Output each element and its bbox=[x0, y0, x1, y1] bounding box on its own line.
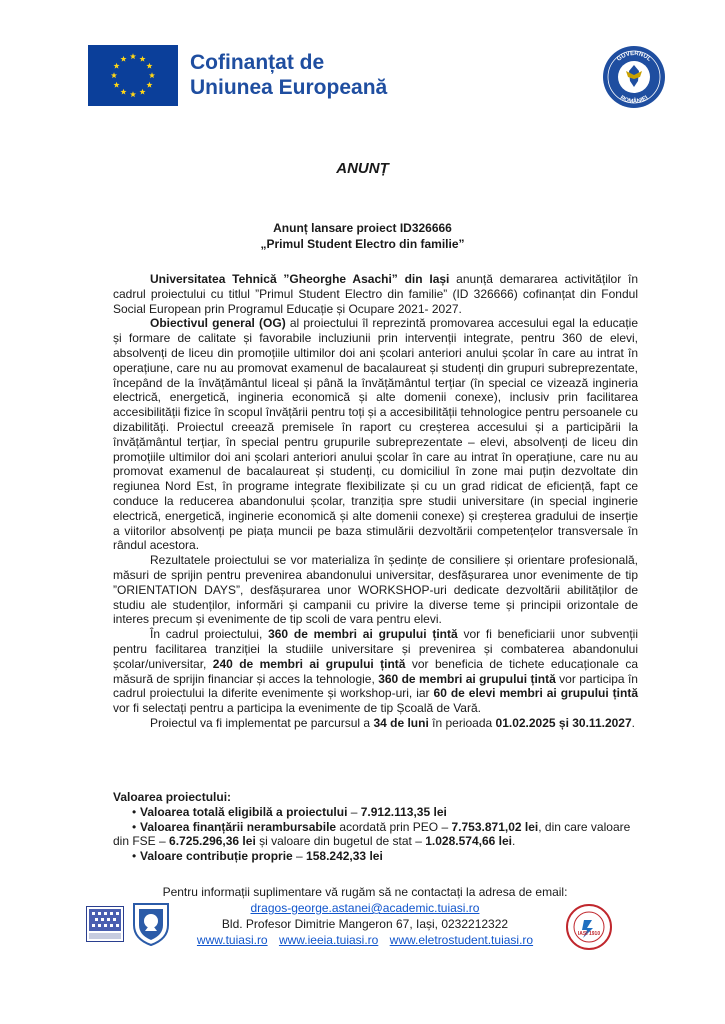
project-value-section bbox=[113, 790, 643, 864]
link-ieeia[interactable]: www.ieeia.tuiasi.ro bbox=[278, 933, 379, 947]
duration-months: 34 de luni bbox=[373, 715, 429, 730]
university-crest-logo bbox=[86, 906, 124, 942]
eu-line-2: Uniunea Europeană bbox=[190, 76, 388, 99]
nonrefundable-amount: 7.753.871,02 lei bbox=[451, 819, 539, 834]
bullet: • bbox=[132, 849, 137, 864]
bullet: • bbox=[132, 819, 137, 834]
subtitle-line-2: „Primul Student Electro din familie” bbox=[260, 237, 465, 251]
contact-email-link[interactable]: dragos-george.astanei@academic.tuiasi.ro bbox=[250, 901, 480, 915]
fse-amount: 6.725.296,36 lei bbox=[169, 834, 256, 849]
footer-links bbox=[135, 932, 595, 948]
objective-text: al proiectului îl reprezintă promovarea accesului egal la educație și formare de calitate și favorabile incluziunii prin intervenții integrate, pentru 360 de elevi, absolvenți de liceu din promoțiile ultimilor doi ani școlari anteriori anului școlar în care au intrat în operațiune, care nu au promovat examenul de bacalaureat și studenți din grupuri subreprezentate, începând de la învățământul liceal și până la învățământul terțiar (în special ce vizează ingineria electrică, energetică, ingineria economică și alte domenii conexe), inclusiv prin facilitarea accesibilității fizice în scopul învățării pentru toți și a accesibilității tehnologice pentru persoanele cu dizabilități. Proiectul creează premisele în raport cu creșterea accesului și a participării la învățământul terțiar, în special pentru grupurile subreprezentate – elevi, absolvenți de liceu din promoțiile ultimilor doi ani școlari anteriori anului școlar în care au intrat în operațiune, care nu au promovat examenul de bacalaureat și studenți, cu domiciliul în zone mai puțin dezvoltate din regiunea Nord Est, în programe integrate flexibilizate și cu un grad ridicat de eficiență, fapt ce conduce la reducerea abandonului școlar, tranziția spre studii universitare (in special inginerie electrică, energetică, inginerie economică și alte domenii conexe) și creșterea gradului de inserție a viitorilor absolvenți pe piața muncii pe baza stimulării dezvoltării competențelor transversale în rândul acestora. bbox=[113, 316, 638, 553]
duration-period: 01.02.2025 și 30.11.2027 bbox=[495, 715, 632, 730]
paragraph-intro bbox=[113, 272, 638, 316]
nonrefundable-label: Valoarea finanțării nerambursabile bbox=[140, 819, 337, 834]
bullet: • bbox=[132, 804, 137, 819]
subtitle-line-1: Anunț lansare proiect ID326666 bbox=[273, 221, 452, 235]
value-item-nonrefundable-cont bbox=[113, 834, 643, 849]
paragraph-duration bbox=[113, 716, 638, 731]
state-budget-amount: 1.028.574,66 lei bbox=[425, 834, 512, 849]
target-count-1: 360 de membri ai grupului țintă bbox=[268, 627, 458, 642]
target-text-1: În cadrul proiectului, bbox=[150, 627, 269, 642]
duration-text-1: Proiectul va fi implementat pe parcursul a bbox=[150, 715, 374, 730]
value-heading: Valoarea proiectului: bbox=[113, 790, 232, 804]
target-count-2: 240 de membri ai grupului țintă bbox=[212, 656, 406, 671]
seal-text-top: GUVERNUL bbox=[616, 50, 652, 63]
value-item-own-contribution bbox=[113, 849, 643, 864]
target-count-3: 360 de membri ai grupului țintă bbox=[378, 671, 556, 686]
total-amount: 7.912.113,35 lei bbox=[360, 804, 447, 819]
duration-text-3: . bbox=[631, 715, 635, 730]
page-title: ANUNȚ bbox=[336, 160, 389, 177]
eu-line-1: Cofinanțat de bbox=[190, 51, 325, 74]
seal-text-bottom: ROMÂNIEI bbox=[618, 95, 650, 106]
romanian-government-seal bbox=[602, 45, 666, 109]
target-text-3: vor beneficia de tichete educaționale ca măsură de sprijin financiar și acces la tehnologie, bbox=[113, 656, 639, 686]
target-text-5: vor fi selectați pentru a participa la evenimente de tip Școală de Vară. bbox=[113, 701, 481, 716]
intro-text: anunță demararea activităților în cadrul proiectului cu titlul ”Primul Student Electro din familie” (ID 326666) cofinanțat din Fondul Social European prin Programul Educație și Ocupare 2021- 2027. bbox=[113, 272, 638, 316]
logo-right-text: IAȘI 1910 bbox=[577, 931, 601, 937]
fse-text: din FSE – bbox=[113, 834, 170, 849]
nonrefundable-text-2: , din care valoare bbox=[538, 819, 631, 834]
duration-text-2: în perioada bbox=[428, 715, 496, 730]
paragraph-results: Rezultatele proiectului se vor materializa în ședințe de consiliere și orientare profesională, măsuri de sprijin pentru prevenirea abandonului universitar, desfășurarea unor evenimente de tip ”ORIENTATION DAYS”, desfășurarea unor WORKSHOP-uri dedicate dezvoltării abilităților de studiu ale studenților, informări și campanii cu privire la diverse teme și principii orizontale de interes precum și evenimente de tip scoli de vara pentru elevi. bbox=[113, 553, 638, 627]
own-contribution-sep: – bbox=[292, 849, 307, 864]
value-item-total bbox=[113, 805, 643, 820]
footer-contact bbox=[135, 884, 595, 948]
announcement-subtitle bbox=[0, 220, 725, 252]
paragraph-target-group bbox=[113, 627, 638, 716]
university-name: Universitatea Tehnică ”Gheorghe Asachi” din Iași bbox=[150, 272, 450, 286]
target-text-2: vor fi beneficiarii unor subvenții pentru facilitarea tranziției la studiile universitare și prevenirea și combaterea abandonului școlar/universitar, bbox=[113, 627, 638, 671]
eu-cofinancing-text bbox=[190, 50, 450, 100]
own-contribution-amount: 158.242,33 lei bbox=[306, 849, 383, 864]
value-item-nonrefundable bbox=[113, 820, 643, 835]
state-budget-text: și valoare din bugetul de stat – bbox=[255, 834, 426, 849]
announcement-body bbox=[113, 272, 638, 731]
footer-info: Pentru informații suplimentare vă rugăm să ne contactați la adresa de email: bbox=[162, 885, 568, 899]
nonrefundable-text: acordată prin PEO – bbox=[336, 819, 452, 834]
total-label: Valoarea totală eligibilă a proiectului bbox=[140, 804, 348, 819]
objective-label: Obiectivul general (OG) bbox=[150, 316, 286, 331]
total-sep: – bbox=[347, 804, 361, 819]
period: . bbox=[511, 834, 516, 849]
eu-flag-logo bbox=[88, 45, 178, 106]
link-eletrostudent[interactable]: www.eletrostudent.tuiasi.ro bbox=[389, 933, 534, 947]
target-count-4: 60 de elevi membri ai grupului țintă bbox=[433, 686, 639, 701]
link-tuiasi[interactable]: www.tuiasi.ro bbox=[196, 933, 268, 947]
target-text-4: vor participa în cadrul proiectului la diferite evenimente și workshop-uri, iar bbox=[113, 671, 638, 701]
own-contribution-label: Valoare contribuție proprie bbox=[140, 849, 293, 864]
paragraph-objective bbox=[113, 316, 638, 553]
footer-address: Bld. Profesor Dimitrie Mangeron 67, Iași, 0232212322 bbox=[221, 917, 509, 931]
